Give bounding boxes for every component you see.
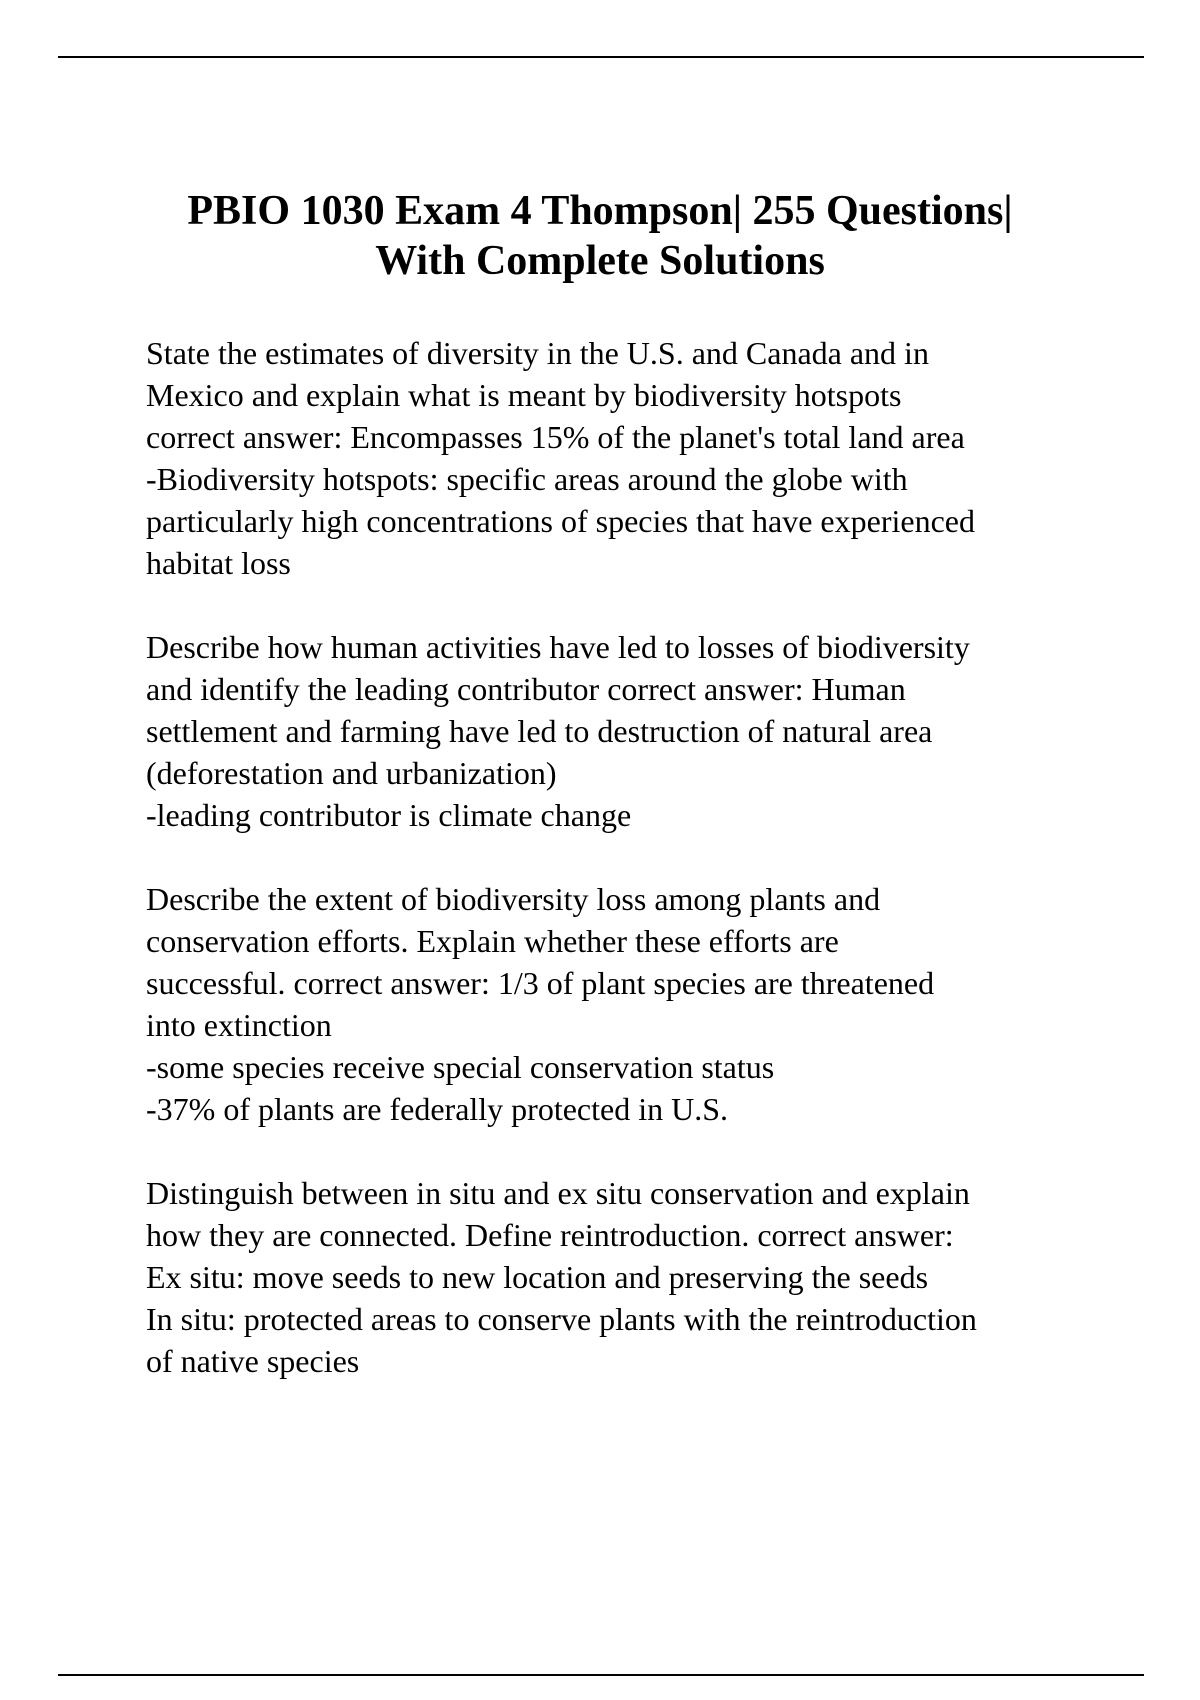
entry-line: Describe how human activities have led to losses of biodiversity: [146, 629, 970, 665]
entry-line: correct answer: Encompasses 15% of the planet's total land area: [146, 419, 965, 455]
entry-line: -some species receive special conservation status: [146, 1049, 775, 1085]
entry-line: In situ: protected areas to conserve plants with the reintroduction: [146, 1301, 977, 1337]
question-entry: [146, 878, 1146, 1130]
bottom-rule: [58, 1674, 1144, 1676]
page-title: [100, 186, 1100, 286]
entry-line: of native species: [146, 1343, 360, 1379]
entry-line: habitat loss: [146, 545, 291, 581]
question-list: [146, 332, 1146, 1424]
entry-line: Distinguish between in situ and ex situ conservation and explain: [146, 1175, 970, 1211]
entry-line: settlement and farming have led to destruction of natural area: [146, 713, 933, 749]
entry-line: (deforestation and urbanization): [146, 755, 557, 791]
entry-line: Ex situ: move seeds to new location and preserving the seeds: [146, 1259, 929, 1295]
entry-line: Mexico and explain what is meant by biodiversity hotspots: [146, 377, 902, 413]
entry-line: successful. correct answer: 1/3 of plant species are threatened: [146, 965, 935, 1001]
entry-line: particularly high concentrations of species that have experienced: [146, 503, 975, 539]
top-rule: [58, 56, 1144, 58]
entry-line: State the estimates of diversity in the U.S. and Canada and in: [146, 335, 929, 371]
question-entry: [146, 626, 1146, 836]
entry-line: Describe the extent of biodiversity loss among plants and: [146, 881, 881, 917]
title-line: With Complete Solutions: [375, 238, 825, 284]
entry-line: -leading contributor is climate change: [146, 797, 632, 833]
title-line: PBIO 1030 Exam 4 Thompson| 255 Questions|: [187, 188, 1013, 234]
entry-line: into extinction: [146, 1007, 332, 1043]
entry-line: -Biodiversity hotspots: specific areas around the globe with: [146, 461, 908, 497]
entry-line: -37% of plants are federally protected in U.S.: [146, 1091, 729, 1127]
question-entry: [146, 1172, 1146, 1382]
entry-line: and identify the leading contributor correct answer: Human: [146, 671, 906, 707]
entry-line: conservation efforts. Explain whether these efforts are: [146, 923, 839, 959]
entry-line: how they are connected. Define reintroduction. correct answer:: [146, 1217, 954, 1253]
question-entry: [146, 332, 1146, 584]
